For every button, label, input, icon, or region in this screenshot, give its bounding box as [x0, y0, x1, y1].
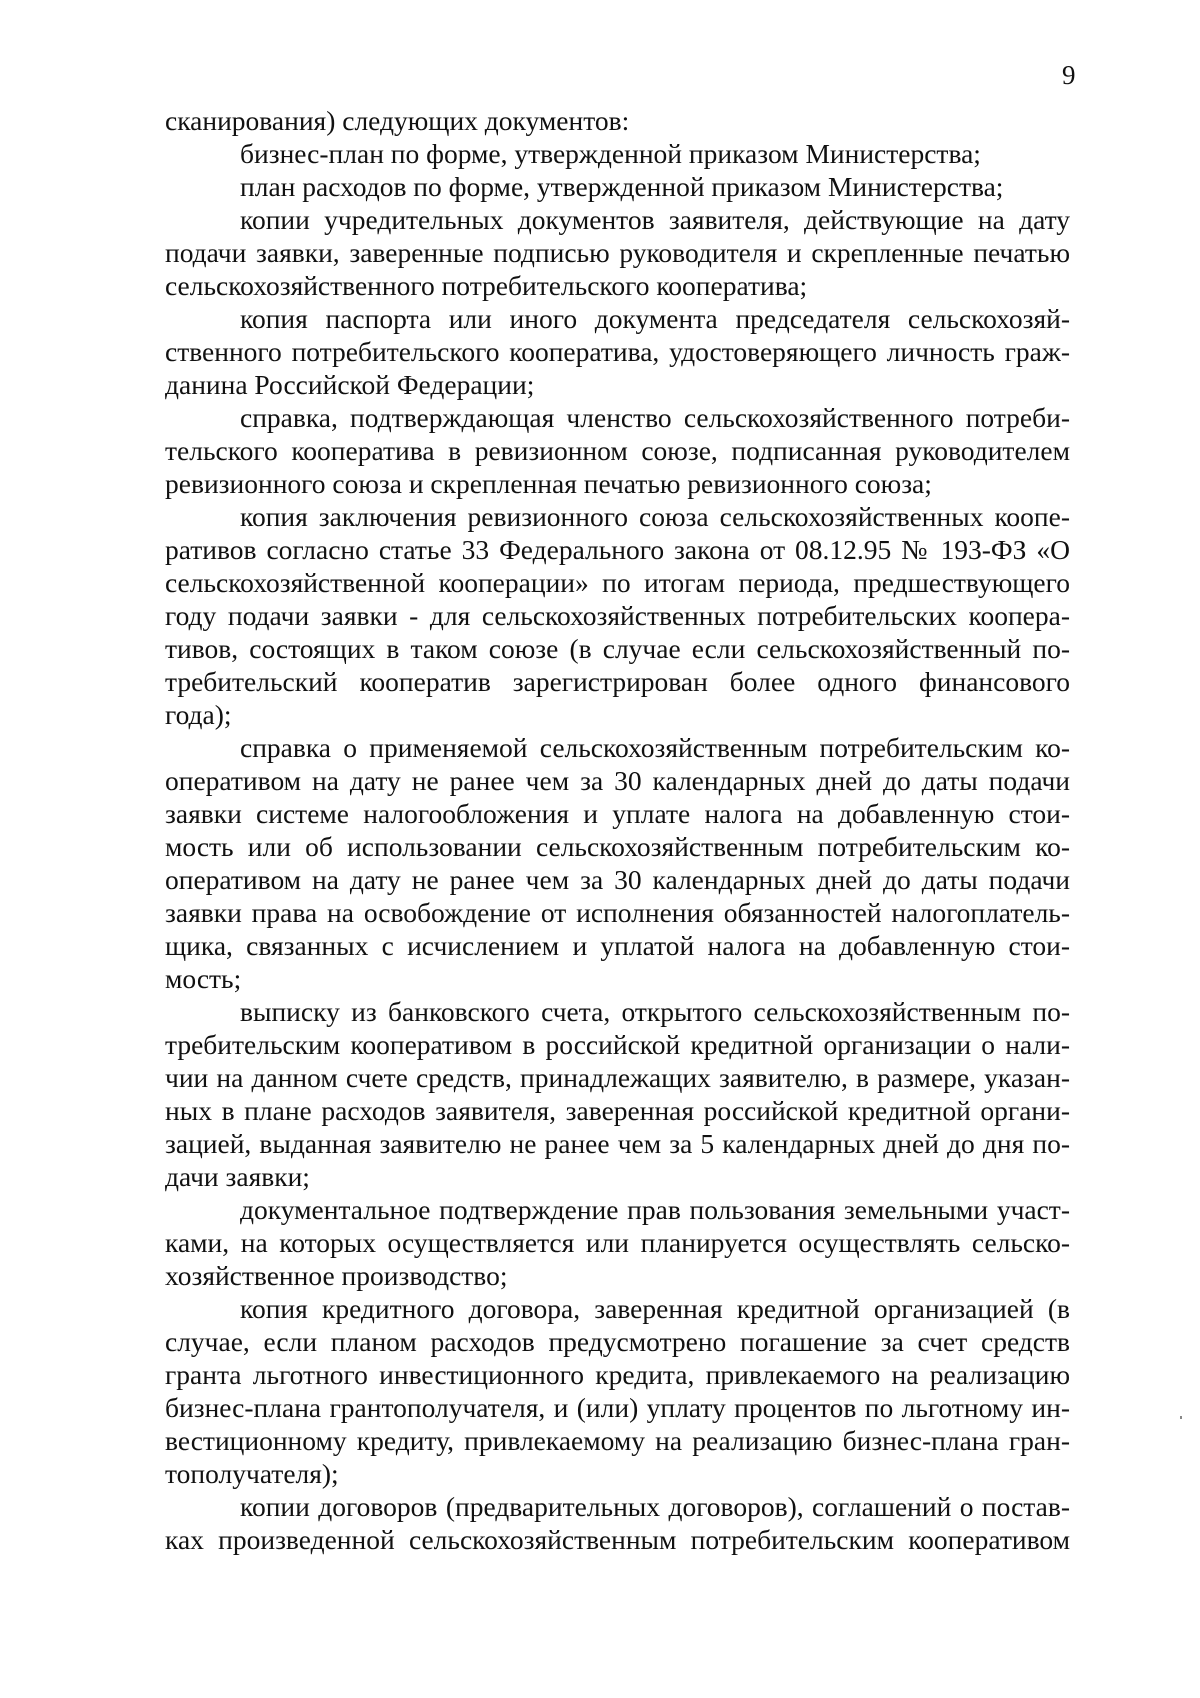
text-line: году подачи заявки - для сельскохозяйственных потребительских коопера-	[165, 600, 1070, 631]
text-line: оперативом на дату не ранее чем за 30 календарных дней до даты подачи	[165, 765, 1070, 796]
text-line: вестиционному кредиту, привлекаемому на реализацию бизнес-плана гран-	[165, 1425, 1070, 1456]
text-line: заявки системе налогообложения и уплате налога на добавленную стои-	[165, 798, 1070, 829]
text-line: данина Российской Федерации;	[165, 369, 535, 400]
text-line: оперативом на дату не ранее чем за 30 календарных дней до даты подачи	[165, 864, 1070, 895]
text-line: копии договоров (предварительных договоров), соглашений о постав-	[240, 1491, 1070, 1522]
text-line: справка о применяемой сельскохозяйственным потребительским ко-	[240, 732, 1070, 763]
text-line: хозяйственное производство;	[165, 1260, 508, 1291]
text-line: чии на данном счете средств, принадлежащих заявителю, в размере, указан-	[165, 1062, 1070, 1093]
text-line: тивов, состоящих в таком союзе (в случае если сельскохозяйственный по-	[165, 633, 1070, 664]
text-line: бизнес-плана грантополучателя, и (или) уплату процентов по льготному ин-	[165, 1392, 1070, 1423]
text-line: сельскохозяйственной кооперации» по итогам периода, предшествующего	[165, 567, 1070, 598]
text-line: требительским кооперативом в российской кредитной организации о нали-	[165, 1029, 1070, 1060]
page-number: 9	[1062, 60, 1076, 90]
text-line: бизнес-план по форме, утвержденной приказом Министерства;	[240, 138, 981, 169]
text-line: требительский кооператив зарегистрирован более одного финансового	[165, 666, 1070, 697]
text-line: случае, если планом расходов предусмотрено погашение за счет средств	[165, 1326, 1070, 1357]
text-line: тополучателя);	[165, 1458, 339, 1489]
text-line: план расходов по форме, утвержденной приказом Министерства;	[240, 171, 1004, 202]
text-line: заявки права на освобождение от исполнения обязанностей налогоплатель-	[165, 897, 1070, 928]
text-line: документальное подтверждение прав пользования земельными участ-	[240, 1194, 1070, 1225]
text-line: гранта льготного инвестиционного кредита, привлекаемого на реализацию	[165, 1359, 1070, 1390]
text-line: ственного потребительского кооператива, удостоверяющего личность граж-	[165, 336, 1070, 367]
text-line: года);	[165, 699, 232, 730]
text-line: дачи заявки;	[165, 1161, 310, 1192]
text-line: копия паспорта или иного документа председателя сельскохозяй-	[240, 303, 1070, 334]
text-line: ками, на которых осуществляется или планируется осуществлять сельско-	[165, 1227, 1070, 1258]
text-line: щика, связанных с исчислением и уплатой налога на добавленную стои-	[165, 930, 1070, 961]
text-line: сельскохозяйственного потребительского кооператива;	[165, 270, 808, 301]
text-line: ревизионного союза и скрепленная печатью ревизионного союза;	[165, 468, 932, 499]
text-line: подачи заявки, заверенные подписью руководителя и скрепленные печатью	[165, 237, 1070, 268]
text-line: копия заключения ревизионного союза сельскохозяйственных коопе-	[240, 501, 1070, 532]
text-line: мость;	[165, 963, 242, 994]
text-line: мость или об использовании сельскохозяйственным потребительским ко-	[165, 831, 1070, 862]
text-line: выписку из банковского счета, открытого сельскохозяйственным по-	[240, 996, 1070, 1027]
document-body	[165, 104, 1070, 1556]
text-line: ках произведенной сельскохозяйственным потребительским кооперативом	[165, 1524, 1070, 1555]
text-line: копии учредительных документов заявителя, действующие на дату	[240, 204, 1070, 235]
text-line: зацией, выданная заявителю не ранее чем за 5 календарных дней до дня по-	[165, 1128, 1070, 1159]
text-line: ративов согласно статье 33 Федерального закона от 08.12.95 № 193-ФЗ «О	[165, 534, 1070, 565]
text-line: справка, подтверждающая членство сельскохозяйственного потреби-	[240, 402, 1070, 433]
text-line: тельского кооператива в ревизионном союзе, подписанная руководителем	[165, 435, 1070, 466]
text-line: копия кредитного договора, заверенная кредитной организацией (в	[240, 1293, 1070, 1324]
text-line: сканирования) следующих документов:	[165, 105, 630, 136]
scan-artifact	[1180, 1416, 1182, 1419]
text-line: ных в плане расходов заявителя, заверенная российской кредитной органи-	[165, 1095, 1070, 1126]
